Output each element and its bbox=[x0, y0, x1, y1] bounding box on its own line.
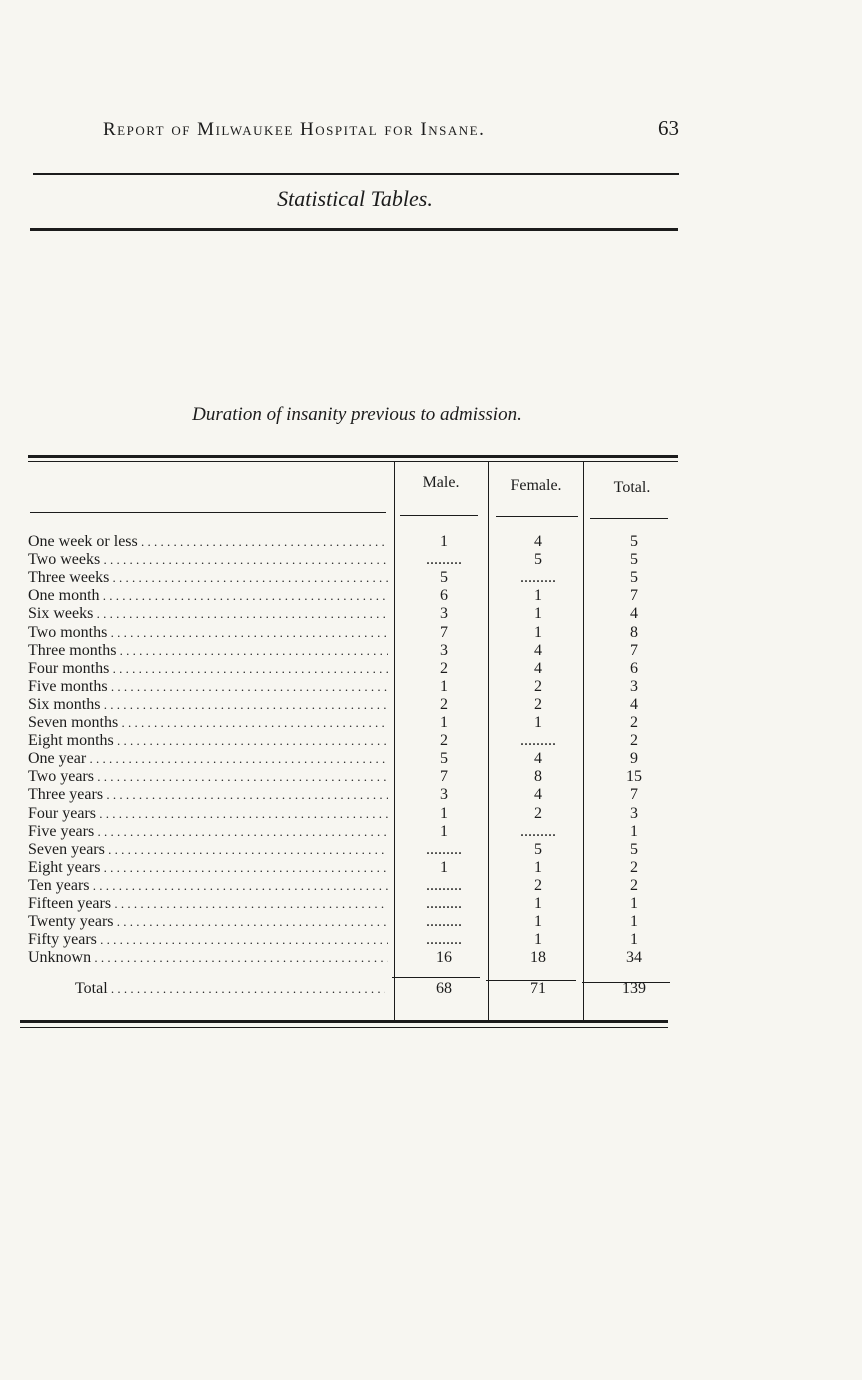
total-value: 2 bbox=[630, 732, 638, 750]
male-value: 2 bbox=[440, 732, 448, 750]
table-row bbox=[0, 913, 700, 931]
row-label: Four months . . . bbox=[28, 660, 388, 678]
row-label: Five years . . . bbox=[28, 823, 388, 841]
table-top-rule-thin bbox=[28, 461, 678, 462]
table-row bbox=[0, 750, 700, 768]
male-value: 3 bbox=[440, 786, 448, 804]
row-label: Eight months . . . bbox=[28, 732, 388, 750]
male-value: 2 bbox=[440, 659, 448, 677]
row-label: Five months . . . bbox=[28, 678, 388, 696]
table-row bbox=[0, 859, 700, 877]
total-value: 4 bbox=[630, 605, 638, 623]
female-value: 1 bbox=[534, 913, 542, 931]
total-value: 8 bbox=[630, 623, 638, 641]
female-value: 1 bbox=[534, 858, 542, 876]
table-row bbox=[0, 823, 700, 841]
female-value: 1 bbox=[534, 895, 542, 912]
female-value: ......... bbox=[520, 822, 556, 840]
female-value: 1 bbox=[534, 605, 542, 623]
total-value: 3 bbox=[630, 677, 638, 695]
total-value: 5 bbox=[630, 569, 638, 587]
total-value: 1 bbox=[630, 822, 638, 840]
total-value: 9 bbox=[630, 750, 638, 768]
total-value: 5 bbox=[630, 840, 638, 858]
table-row bbox=[0, 587, 700, 605]
female-value: 8 bbox=[534, 768, 542, 786]
table-row bbox=[0, 805, 700, 823]
row-label: Eight years . . . bbox=[28, 859, 388, 877]
male-value: ......... bbox=[426, 931, 462, 949]
total-value: 2 bbox=[630, 876, 638, 894]
male-value: 1 bbox=[440, 677, 448, 695]
male-value: ......... bbox=[426, 551, 462, 569]
row-label: Unknown . . . bbox=[28, 949, 388, 967]
column-header-female: Female. bbox=[510, 477, 562, 494]
table-row bbox=[0, 786, 700, 804]
female-value: 2 bbox=[534, 677, 542, 695]
row-label: One month . . . bbox=[28, 587, 388, 605]
table-row bbox=[0, 605, 700, 623]
total-label: Total . . . bbox=[75, 980, 385, 998]
male-value: 3 bbox=[440, 641, 448, 659]
male-value: 5 bbox=[440, 750, 448, 768]
female-value: 4 bbox=[534, 641, 542, 659]
male-value: ......... bbox=[426, 895, 462, 912]
row-label: Three years . . . bbox=[28, 786, 388, 804]
table-row bbox=[0, 551, 700, 569]
total-value: 7 bbox=[630, 786, 638, 804]
female-value: 5 bbox=[534, 551, 542, 569]
male-value: 5 bbox=[440, 569, 448, 587]
table-row bbox=[0, 841, 700, 859]
female-value: ......... bbox=[520, 732, 556, 750]
row-label: Six months . . . bbox=[28, 696, 388, 714]
total-value: 15 bbox=[626, 768, 642, 786]
total-value: 1 bbox=[630, 931, 638, 949]
total-value: 6 bbox=[630, 659, 638, 677]
total-value: 2 bbox=[630, 714, 638, 731]
table-row bbox=[0, 949, 700, 967]
total-male: 68 bbox=[436, 980, 452, 997]
table-row bbox=[0, 877, 700, 895]
table-row bbox=[0, 895, 700, 913]
table-row bbox=[0, 642, 700, 660]
table-row bbox=[0, 768, 700, 786]
table-row bbox=[0, 678, 700, 696]
total-value: 5 bbox=[630, 533, 638, 550]
row-label: Twenty years . . . bbox=[28, 913, 388, 931]
total-value: 2 bbox=[630, 858, 638, 876]
header-underline bbox=[30, 512, 386, 513]
female-value: ......... bbox=[520, 569, 556, 587]
row-label: Seven months . . . bbox=[28, 714, 388, 732]
section-title: Statistical Tables. bbox=[277, 186, 433, 211]
total-value: 1 bbox=[630, 895, 638, 912]
male-value: 6 bbox=[440, 587, 448, 605]
table-bottom-rule-thin bbox=[20, 1027, 668, 1028]
header-underline bbox=[400, 515, 478, 516]
row-label: Ten years . . . bbox=[28, 877, 388, 895]
male-value: 1 bbox=[440, 858, 448, 876]
running-head bbox=[103, 116, 679, 141]
male-value: 16 bbox=[436, 949, 452, 967]
row-label: Two years . . . bbox=[28, 768, 388, 786]
table-row bbox=[0, 696, 700, 714]
female-value: 2 bbox=[534, 695, 542, 713]
table-row bbox=[0, 624, 700, 642]
table-row bbox=[0, 569, 700, 587]
row-label: Fifteen years . . . bbox=[28, 895, 388, 913]
column-header-male: Male. bbox=[422, 474, 460, 491]
sum-rule bbox=[392, 977, 480, 978]
total-value: 4 bbox=[630, 695, 638, 713]
male-value: ......... bbox=[426, 913, 462, 931]
row-label: Fifty years . . . bbox=[28, 931, 388, 949]
row-label: Two months . . . bbox=[28, 624, 388, 642]
row-label: Four years . . . bbox=[28, 805, 388, 823]
male-value: 3 bbox=[440, 605, 448, 623]
row-label: Three months . . . bbox=[28, 642, 388, 660]
header-underline bbox=[590, 518, 668, 519]
total-value: 7 bbox=[630, 587, 638, 605]
header-rule-bottom bbox=[30, 228, 678, 231]
header-underline bbox=[496, 516, 578, 517]
table-row bbox=[0, 732, 700, 750]
row-label: Two weeks . . . bbox=[28, 551, 388, 569]
female-value: 4 bbox=[534, 533, 542, 550]
male-value: ......... bbox=[426, 840, 462, 858]
table-bottom-rule-thick bbox=[20, 1020, 668, 1023]
male-value: 1 bbox=[440, 714, 448, 731]
female-value: 1 bbox=[534, 623, 542, 641]
male-value: ......... bbox=[426, 876, 462, 894]
female-value: 18 bbox=[530, 949, 546, 967]
female-value: 1 bbox=[534, 931, 542, 949]
row-label: Three weeks . . . bbox=[28, 569, 388, 587]
female-value: 4 bbox=[534, 750, 542, 768]
total-row bbox=[0, 980, 700, 998]
female-value: 4 bbox=[534, 659, 542, 677]
table-row bbox=[0, 931, 700, 949]
total-female: 71 bbox=[530, 980, 546, 997]
row-label: Six weeks . . . bbox=[28, 605, 388, 623]
total-value: 5 bbox=[630, 551, 638, 569]
row-label: One week or less . . . bbox=[28, 533, 388, 551]
row-label: One year . . . bbox=[28, 750, 388, 768]
total-value: 34 bbox=[626, 949, 642, 967]
male-value: 1 bbox=[440, 533, 448, 550]
male-value: 2 bbox=[440, 695, 448, 713]
table-row bbox=[0, 714, 700, 732]
male-value: 7 bbox=[440, 623, 448, 641]
row-label: Seven years . . . bbox=[28, 841, 388, 859]
table-top-rule-thick bbox=[28, 455, 678, 458]
page-number: 63 bbox=[658, 116, 679, 140]
total-total: 139 bbox=[622, 980, 646, 997]
table-row bbox=[0, 533, 700, 551]
female-value: 5 bbox=[534, 840, 542, 858]
table-title: Duration of insanity previous to admission. bbox=[192, 404, 522, 425]
male-value: 1 bbox=[440, 804, 448, 822]
header-rule-top bbox=[33, 173, 679, 175]
female-value: 2 bbox=[534, 804, 542, 822]
female-value: 4 bbox=[534, 786, 542, 804]
female-value: 1 bbox=[534, 714, 542, 731]
female-value: 1 bbox=[534, 587, 542, 605]
total-value: 1 bbox=[630, 913, 638, 931]
table-row bbox=[0, 660, 700, 678]
column-header-total: Total. bbox=[613, 479, 651, 496]
running-title: Report of Milwaukee Hospital for Insane. bbox=[103, 119, 486, 140]
total-value: 3 bbox=[630, 804, 638, 822]
total-value: 7 bbox=[630, 641, 638, 659]
male-value: 1 bbox=[440, 822, 448, 840]
female-value: 2 bbox=[534, 876, 542, 894]
male-value: 7 bbox=[440, 768, 448, 786]
